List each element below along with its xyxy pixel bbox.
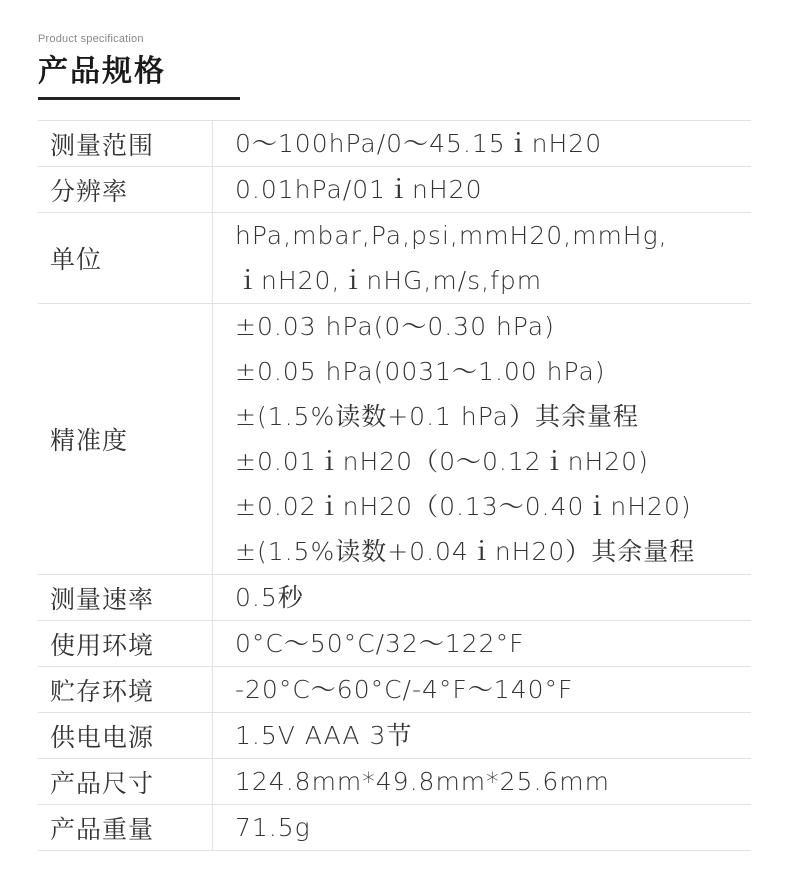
spec-value: ±0.02ｉnH20（0.13～0.40ｉnH20) — [235, 492, 692, 521]
spec-value-cell — [213, 713, 752, 759]
spec-table — [38, 120, 751, 851]
spec-label: 产品重量 — [38, 805, 213, 851]
spec-value: 0.5秒 — [235, 583, 304, 612]
spec-row-resolution — [38, 167, 751, 213]
spec-row-range — [38, 121, 751, 167]
spec-row-rate — [38, 575, 751, 621]
spec-label: 精准度 — [38, 304, 213, 575]
spec-label: 测量范围 — [38, 121, 213, 167]
spec-value: ±0.05 hPa(0031～1.00 hPa) — [235, 357, 606, 386]
spec-value: ±(1.5%读数+0.04ｉnH20）其余量程 — [235, 537, 696, 566]
spec-value-cell — [213, 575, 752, 621]
spec-label: 贮存环境 — [38, 667, 213, 713]
spec-label: 单位 — [38, 213, 213, 304]
spec-value-cell — [213, 121, 752, 167]
spec-value-cell — [213, 167, 752, 213]
section-subtitle: Product specification — [38, 33, 144, 45]
spec-value: 1.5V AAA 3节 — [235, 721, 413, 750]
spec-value-cell — [213, 759, 752, 805]
spec-row-accuracy — [38, 304, 751, 575]
spec-label: 分辨率 — [38, 167, 213, 213]
spec-value-cell — [213, 304, 752, 575]
spec-value: ±0.03 hPa(0～0.30 hPa) — [235, 312, 555, 341]
spec-row-operating-env — [38, 621, 751, 667]
spec-row-weight — [38, 805, 751, 851]
spec-row-storage-env — [38, 667, 751, 713]
spec-value: 0.01hPa/01ｉnH20 — [235, 175, 483, 204]
spec-value: ±0.01ｉnH20（0～0.12ｉnH20) — [235, 447, 649, 476]
spec-row-dimensions — [38, 759, 751, 805]
spec-label: 产品尺寸 — [38, 759, 213, 805]
spec-row-units — [38, 213, 751, 304]
spec-value: ±(1.5%读数+0.1 hPa）其余量程 — [235, 402, 639, 431]
page-title: 产品规格 — [38, 54, 166, 89]
spec-value: 71.5g — [235, 813, 311, 842]
spec-label: 使用环境 — [38, 621, 213, 667]
spec-value-cell — [213, 213, 752, 304]
spec-row-power — [38, 713, 751, 759]
title-underline — [38, 97, 240, 100]
spec-value-cell — [213, 805, 752, 851]
spec-value: ｉnH20,ｉnHG,m/s,fpm — [235, 266, 543, 295]
spec-value: 124.8mm*49.8mm*25.6mm — [235, 767, 611, 796]
spec-label: 测量速率 — [38, 575, 213, 621]
spec-value: -20°C～60°C/-4°F～140°F — [235, 675, 574, 704]
spec-value: 0～100hPa/0～45.15ｉnH20 — [235, 129, 603, 158]
spec-value-cell — [213, 667, 752, 713]
spec-value-cell — [213, 621, 752, 667]
spec-label: 供电电源 — [38, 713, 213, 759]
spec-value: hPa,mbar,Pa,psi,mmH20,mmHg, — [235, 221, 668, 250]
spec-value: 0°C～50°C/32～122°F — [235, 629, 525, 658]
